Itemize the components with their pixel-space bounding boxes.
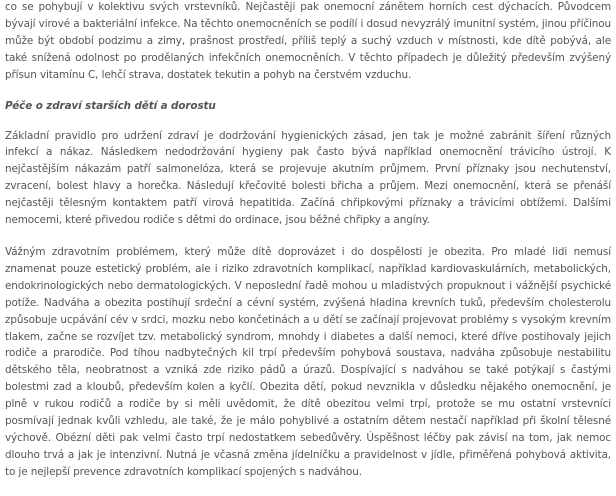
paragraph-hygiene: Základní pravidlo pro udržení zdraví je dodržování hygienických zásad, jen tak je možné zabránit šíření různých infekcí a nákaz. Následkem nedodržování hygieny pak často bývá například onemocnění trávicího ústrojí. K nejčastějším nákazám patří salmonelóza, která se projevuje akutním průjmem. První příznaky jsou nechutenství, zvracení, bolest hlavy a horečka. Následují křečovité bolesti břicha a průjem. Mezi onemocnění, která se přenáší nejčastěji tělesným kontaktem patří virová hepatitida. Začíná chřipkovými příznaky a trávicími obtížemi. Dalšími nemocemi, které přivedou rodiče s dětmi do ordinace, jsou běžné chřipky a angíny. (5, 129, 611, 227)
paragraph-intro: co se pohybují v kolektivu svých vrstevníků. Nejčastěji pak onemocní zánětem horních cest dýchacích. Původcem bývají virové a bakteriální infekce. Na těchto onemocněních se podílí i dosud nevyzrálý imunitní systém, jinou příčinou může být období podzimu a zimy, prašnost prostředí, příliš teplý a suchý vzduch v místnosti, kde dítě pobývá, ale také snížená odolnost po prodělaných infekčních onemocněních. V těchto případech je důležitý především zvýšený přísun vitamínu C, lehčí strava, dostatek tekutin a pohyb na čerstvém vzduchu. (5, 1, 611, 81)
paragraph-obesity: Vážným zdravotním problémem, který může dítě doprovázet i do dospělosti je obezita. Pro mladé lidi nemusí znamenat pouze estetický problém, ale i riziko zdravotních komplikací, například kardiovaskulárních, metabolických, endokrinologických nebo dermatologických. V neposlední řadě mohou u mladistvých propuknout i vážnější psychické potíže. Nadváha a obezita postihují srdeční a cévní systém, zvýšená hladina krevních tuků, především cholesterolu způsobuje ucpávání cév v srdci, mozku nebo končetinách a u dětí se začínají projevovat problémy s vysokým krevním tlakem, začne se rozvíjet tzv. metabolický syndrom, mnohdy i diabetes a další nemoci, které dříve postihovaly jejich rodiče a prarodiče. Pod tíhou nadbytečných kil trpí především pohybová soustava, nadváha způsobuje nestabilitu dětského těla, neobratnost a vzniká zde riziko pádů a úrazů. Dospívající s nadváhou se také potýkají s častými bolestmi zad a kloubů, především kolen a kyčlí. Obezita dětí, pokud nevznikla v důsledku nějakého onemocnění, je plně v rukou rodičů a rodiče by si měli uvědomit, že dítě obezitou velmi trpí, protože se mu ostatní vrstevníci posmívají jednak kvůli vzhledu, ale také, že je málo pohyblivé a ostatním dětem nestačí například při školní tělesné výchově. Obézní děti pak velmi často trpí nedostatkem sebedůvěry. Úspěšnost léčby pak závisí na tom, jak nemoc dlouho trvá a jak je intenzivní. Nutná je včasná změna jídelníčku a pravidelnost v jídle, přiměřená pohybová aktivita, to je nejlepší prevence zdravotních komplikací spojených s nadváhou. (5, 245, 611, 478)
section-heading: Péče o zdraví starších dětí a dorostu (5, 99, 216, 112)
article-body (5, 0, 611, 481)
